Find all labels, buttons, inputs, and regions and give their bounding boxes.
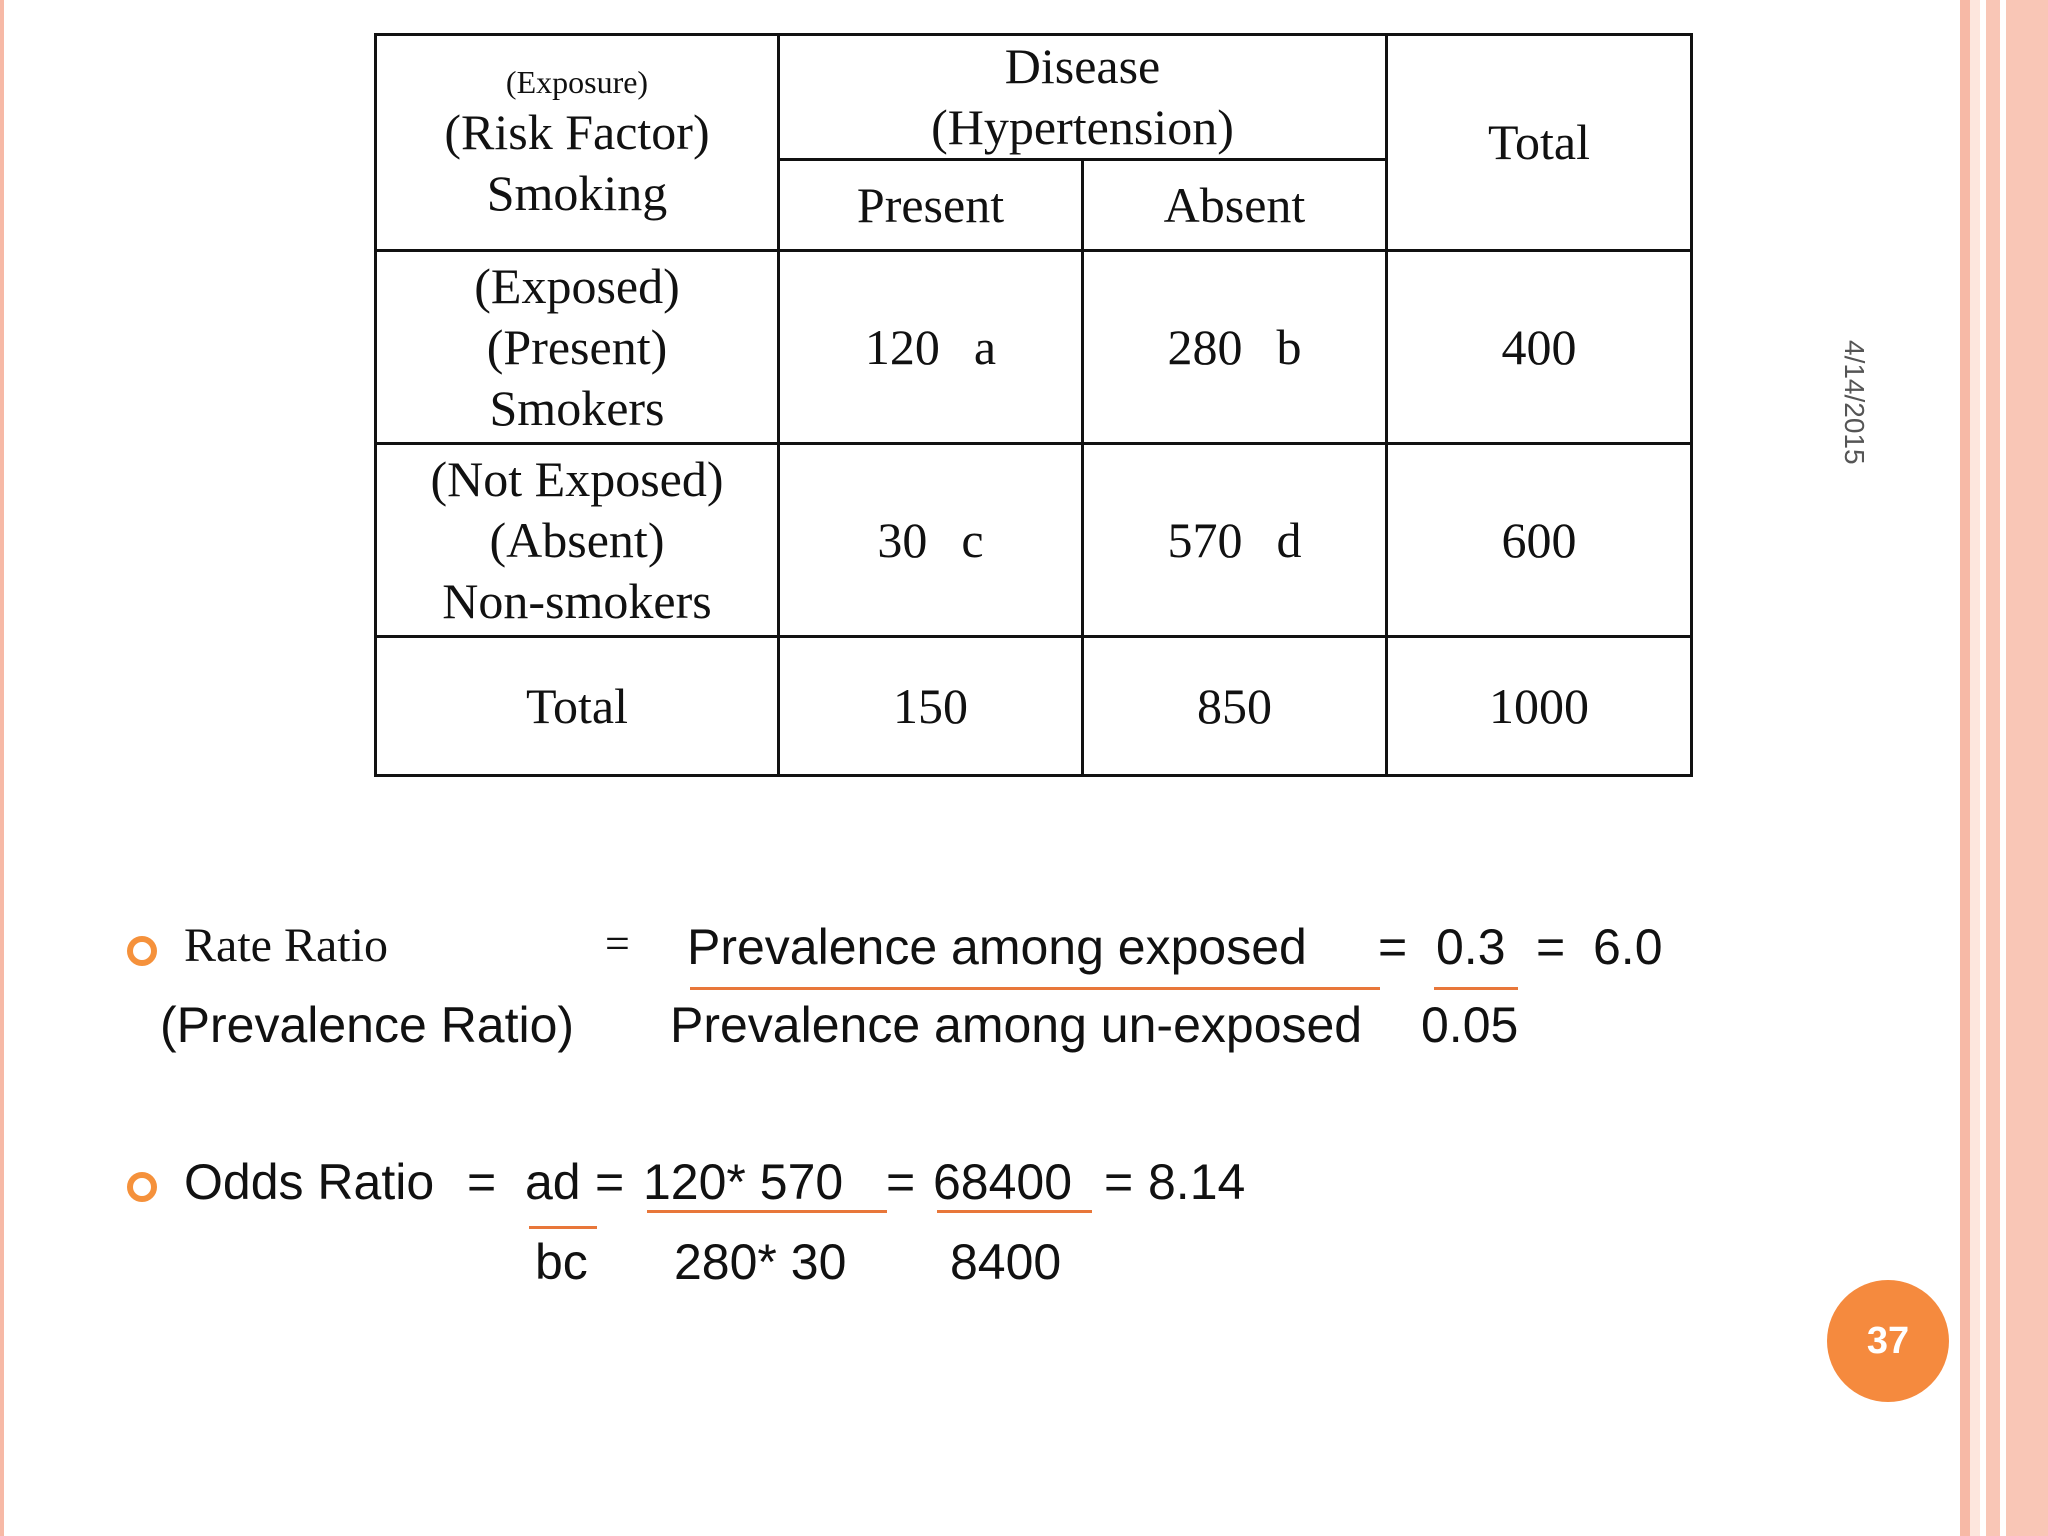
cell-letter: b [1276,318,1302,375]
odds-ratio-result: 8.14 [1148,1154,1246,1210]
odds-ratio-num-value: 68400 [933,1154,1073,1210]
bullet-icon [127,936,157,966]
rate-ratio-den-value: 0.05 [1421,997,1519,1053]
present-total-cell: 150 [779,637,1083,776]
row-label-line: Non-smokers [442,572,712,629]
page-number-badge: 37 [1827,1280,1949,1402]
row-label-line: (Present) [486,318,668,375]
row-label-line: (Absent) [489,511,665,568]
right-border-stripe [1986,0,2000,1536]
absent-cell [1083,444,1387,637]
rate-ratio-result: 6.0 [1593,919,1663,975]
odds-ratio-numerator: ad [525,1154,581,1210]
odds-ratio-eq4: = [1104,1154,1134,1210]
cell-letter: a [973,318,997,375]
row-label-cell [376,251,779,444]
rate-ratio-num-value: 0.3 [1436,919,1506,975]
bullet-icon [127,1172,157,1202]
rate-ratio-label: Rate Ratio [184,919,388,972]
row-label-line: Smokers [489,379,665,436]
rate-ratio-numerator: Prevalence among exposed [687,919,1307,975]
right-border-stripe [2006,0,2048,1536]
disease-header-cell [779,35,1387,160]
table-totals-row [376,637,1692,776]
risk-factor-label: (Risk Factor) [444,103,710,160]
present-cell [779,444,1083,637]
right-border-stripe [1970,0,1980,1536]
rate-ratio-eq2: = [1378,919,1408,975]
odds-ratio-eq3: = [886,1154,916,1210]
absent-header-cell: Absent [1083,160,1387,251]
smoking-label: Smoking [486,164,668,221]
contingency-table [374,33,1693,777]
disease-label: Disease [1004,38,1161,94]
totals-label-cell: Total [376,637,779,776]
fraction-bar [690,987,1380,990]
fraction-bar [937,1210,1092,1213]
right-border-stripe [1960,0,1970,1536]
cell-value: 30 [877,511,928,568]
odds-ratio-den-expr: 280* 30 [674,1234,847,1290]
cell-value: 280 [1167,318,1243,375]
odds-ratio-label: Odds Ratio [184,1154,435,1210]
cell-letter: d [1276,511,1302,568]
odds-ratio-equals: = [467,1154,497,1210]
hypertension-label: (Hypertension) [931,99,1234,155]
rate-ratio-eq3: = [1536,919,1566,975]
exposure-label: (Exposure) [505,63,649,100]
odds-ratio-den-value: 8400 [950,1234,1062,1290]
absent-cell [1083,251,1387,444]
exposure-header-cell [376,35,779,251]
odds-ratio-num-expr: 120* 570 [643,1154,844,1210]
rate-ratio-equals: = [605,919,630,968]
odds-ratio-denominator: bc [535,1234,588,1290]
row-label-cell [376,444,779,637]
rate-ratio-denominator: Prevalence among un-exposed [670,997,1363,1053]
row-label-line: (Not Exposed) [430,450,724,507]
fraction-bar [1434,987,1518,990]
table-row [376,251,1692,444]
cell-letter: c [961,511,984,568]
row-total-cell: 600 [1387,444,1692,637]
slide-date: 4/14/2015 [1839,340,1870,465]
fraction-bar [529,1226,597,1229]
absent-total-cell: 850 [1083,637,1387,776]
table-row [376,444,1692,637]
row-label-line: (Exposed) [474,257,680,314]
present-header-cell: Present [779,160,1083,251]
odds-ratio-eq2: = [595,1154,625,1210]
fraction-bar [647,1210,887,1213]
total-header-cell: Total [1387,35,1692,251]
left-border-stripe [0,0,4,1536]
row-total-cell: 400 [1387,251,1692,444]
present-cell [779,251,1083,444]
cell-value: 570 [1167,511,1243,568]
grand-total-cell: 1000 [1387,637,1692,776]
table-header-row [376,35,1692,160]
cell-value: 120 [864,318,940,375]
rate-ratio-sublabel: (Prevalence Ratio) [160,997,575,1053]
